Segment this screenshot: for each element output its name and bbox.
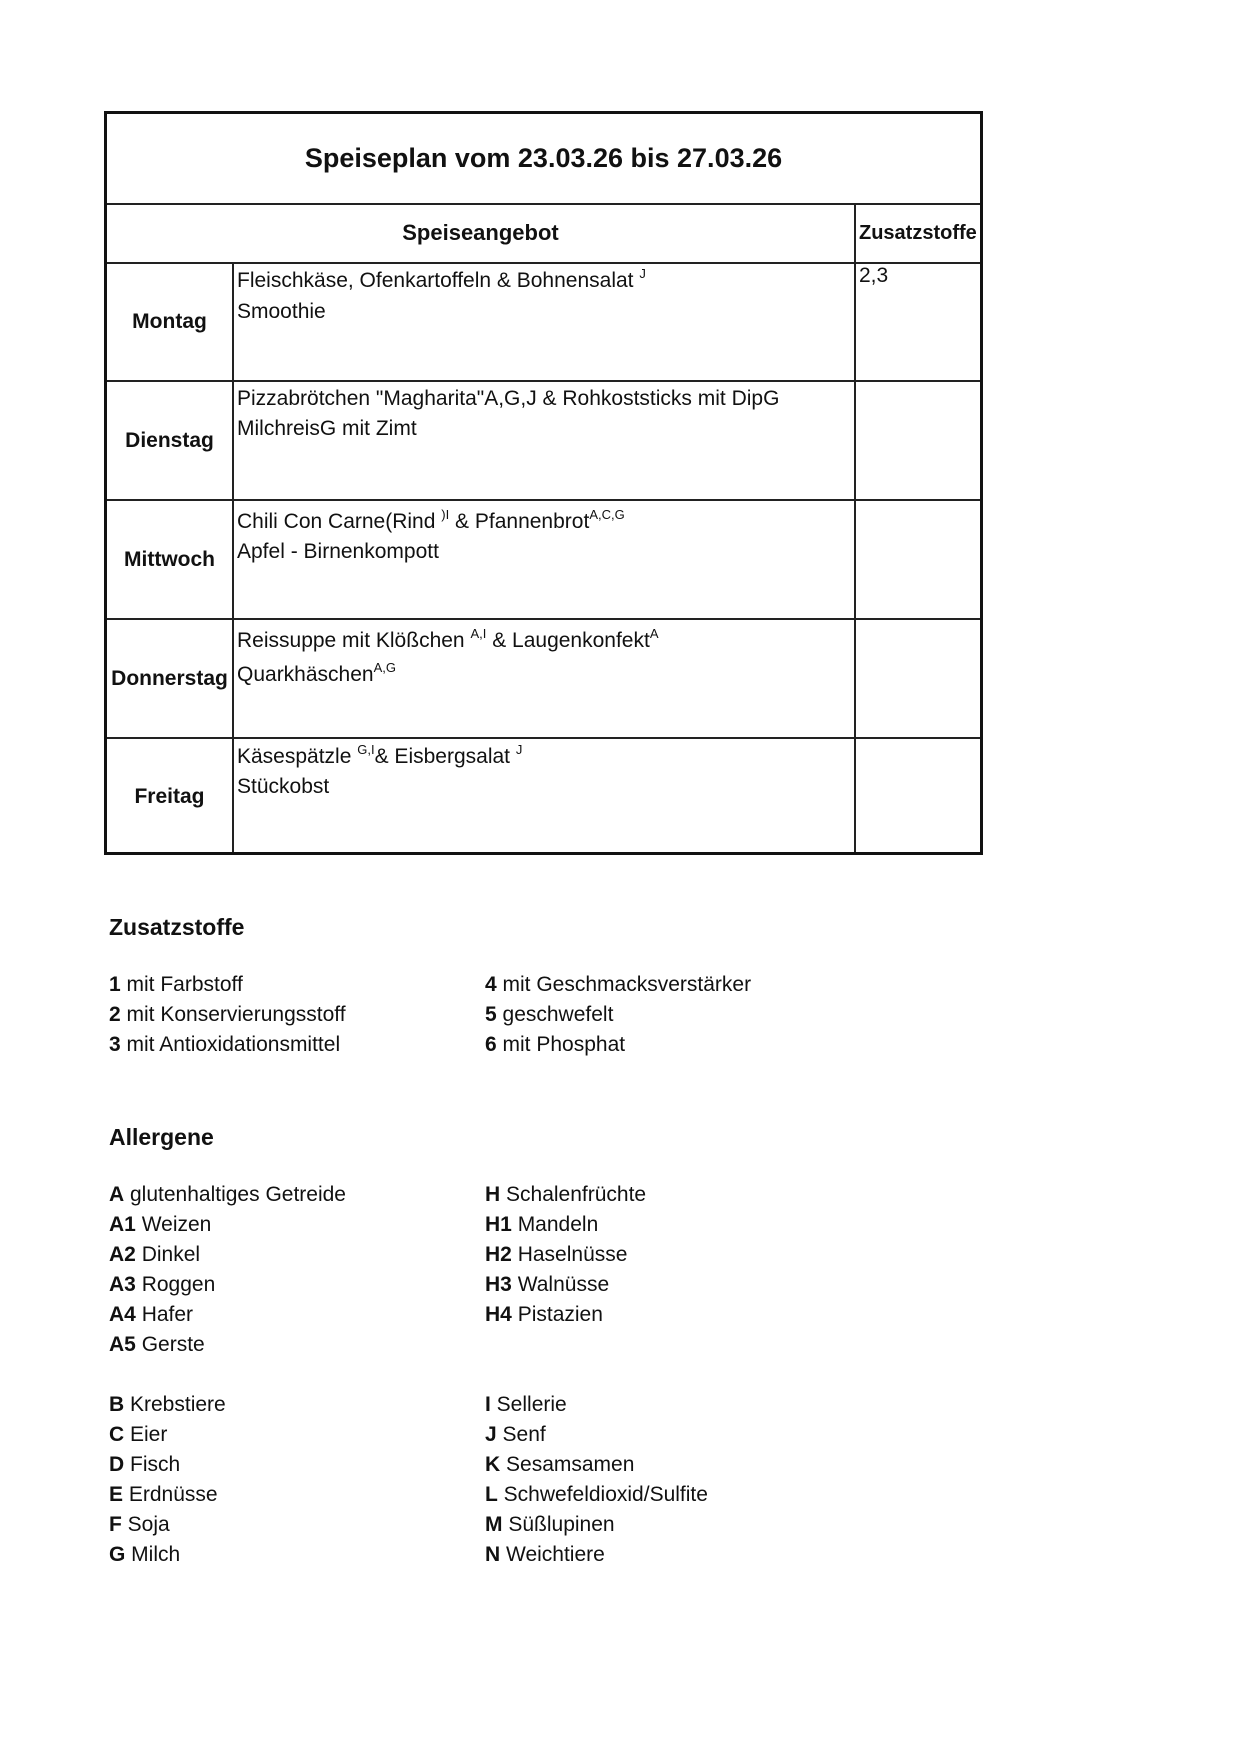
column-divider <box>854 203 856 852</box>
legend-code: A1 <box>109 1213 136 1236</box>
allergen-code: A,G <box>373 660 396 675</box>
additives-left <box>109 970 346 1060</box>
additives-value: 2,3 <box>859 264 889 287</box>
dish-line: Stückobst <box>237 775 330 798</box>
menu-table <box>104 111 983 855</box>
day-monday: Montag <box>132 309 207 333</box>
day-thursday: Donnerstag <box>111 666 228 690</box>
legend-item <box>485 1180 708 1210</box>
legend-item <box>109 1540 346 1570</box>
legend-label: glutenhaltiges Getreide <box>124 1183 346 1206</box>
dish-line: Smoothie <box>237 300 326 323</box>
legend-label: Mandeln <box>511 1213 599 1236</box>
legend-code: A2 <box>109 1243 136 1266</box>
legend-code: E <box>109 1483 124 1506</box>
dish-text: Reissuppe mit Klößchen <box>237 629 471 652</box>
legend-item <box>109 1390 346 1420</box>
legend-label: Fisch <box>124 1453 181 1476</box>
legend-label: Senf <box>496 1423 546 1446</box>
allergen-code: J <box>515 742 523 757</box>
legend-code: C <box>109 1423 125 1446</box>
legend-item <box>485 970 751 1000</box>
divider <box>107 262 980 264</box>
legend-code: B <box>109 1393 125 1416</box>
day-tuesday: Dienstag <box>125 428 214 452</box>
divider <box>107 380 980 382</box>
legend-label: mit Geschmacksverstärker <box>496 973 752 996</box>
allergens-left <box>109 1180 346 1570</box>
legend-label: Hafer <box>135 1303 194 1326</box>
legend-item <box>485 1420 708 1450</box>
legend-label: Süßlupinen <box>502 1513 615 1536</box>
spacer <box>485 1360 708 1390</box>
legend-label: Weichtiere <box>500 1543 605 1566</box>
legend-item <box>109 1510 346 1540</box>
legend-item <box>485 1450 708 1480</box>
legend-label: Gerste <box>135 1333 205 1356</box>
dish-line: MilchreisG mit Zimt <box>237 417 417 440</box>
legend-code: H3 <box>485 1273 512 1296</box>
legend-code: A4 <box>109 1303 136 1326</box>
legend-label: mit Konservierungsstoff <box>120 1003 346 1026</box>
legend-code: 5 <box>485 1003 497 1026</box>
legend-item <box>109 1270 346 1300</box>
column-divider <box>232 263 234 852</box>
legend-code: 3 <box>109 1033 121 1056</box>
legend-item <box>485 1510 708 1540</box>
legend-label: Soja <box>121 1513 170 1536</box>
legend-code: L <box>485 1483 498 1506</box>
legend-code: 2 <box>109 1003 121 1026</box>
legend-label: Milch <box>125 1543 181 1566</box>
dish-line <box>237 266 646 296</box>
spacer <box>485 1330 708 1360</box>
legend-item <box>109 1420 346 1450</box>
allergen-code: A,C,G <box>589 507 625 522</box>
legend-label: geschwefelt <box>496 1003 614 1026</box>
header-offer: Speiseangebot <box>402 220 559 245</box>
legend-item <box>485 1300 708 1330</box>
legend-code: M <box>485 1513 503 1536</box>
day-friday: Freitag <box>134 785 205 808</box>
day-wednesday: Mittwoch <box>124 547 215 571</box>
dish-text: Quarkhäschen <box>237 663 374 686</box>
legend-item <box>485 1240 708 1270</box>
legend-label: Sesamsamen <box>500 1453 635 1476</box>
dish-line <box>237 507 625 537</box>
divider <box>107 737 980 739</box>
dish-text: Käsespätzle <box>237 745 358 768</box>
legend-code: K <box>485 1453 501 1476</box>
legend-label: Schwefeldioxid/Sulfite <box>497 1483 708 1506</box>
legend-item <box>109 1180 346 1210</box>
legend-item <box>485 1210 708 1240</box>
allergens-right <box>485 1180 708 1570</box>
legend-item <box>109 1450 346 1480</box>
legend-code: A <box>109 1183 125 1206</box>
allergen-code: )I <box>441 507 450 522</box>
dish-text: & Eisbergsalat <box>374 745 516 768</box>
legend-label: Erdnüsse <box>123 1483 218 1506</box>
allergen-code: G,I <box>357 742 375 757</box>
divider <box>107 618 980 620</box>
legend-label: Eier <box>124 1423 168 1446</box>
legend-item <box>109 1030 346 1060</box>
legend-item <box>109 1240 346 1270</box>
legend-item <box>109 1000 346 1030</box>
legend-label: mit Phosphat <box>496 1033 626 1056</box>
legend-item <box>485 1270 708 1300</box>
legend-code: A5 <box>109 1333 136 1356</box>
legend-label: Krebstiere <box>124 1393 226 1416</box>
legend-label: mit Antioxidationsmittel <box>120 1033 341 1056</box>
legend-code: F <box>109 1513 122 1536</box>
legend-code: 4 <box>485 973 497 996</box>
legend-item <box>485 1000 751 1030</box>
allergen-code: J <box>639 266 646 281</box>
allergen-code: A,I <box>470 626 487 641</box>
legend-code: 1 <box>109 973 121 996</box>
legend-label: Haselnüsse <box>511 1243 628 1266</box>
menu-title: Speiseplan vom 23.03.26 bis 27.03.26 <box>304 143 783 173</box>
legend-code: J <box>485 1423 497 1446</box>
legend-code: H4 <box>485 1303 512 1326</box>
legend-label: Weizen <box>135 1213 212 1236</box>
dish-line <box>237 626 659 656</box>
legend-label: Sellerie <box>490 1393 567 1416</box>
dish-text: & Laugenkonfekt <box>486 629 650 652</box>
legend-code: G <box>109 1543 126 1566</box>
dish-line: Apfel - Birnenkompott <box>237 540 439 563</box>
legend-item <box>109 1480 346 1510</box>
legend-item <box>485 1540 708 1570</box>
additives-title: Zusatzstoffe <box>109 914 245 940</box>
legend-code: H <box>485 1183 501 1206</box>
legend-item <box>109 1300 346 1330</box>
legend-label: Schalenfrüchte <box>500 1183 647 1206</box>
legend-label: Roggen <box>135 1273 216 1296</box>
legend-label: mit Farbstoff <box>120 973 243 996</box>
legend-item <box>109 970 346 1000</box>
legend-label: Walnüsse <box>511 1273 610 1296</box>
legend-code: 6 <box>485 1033 497 1056</box>
dish-text: Fleischkäse, Ofenkartoffeln & Bohnensalat <box>237 269 640 292</box>
header-additives: Zusatzstoffe <box>859 221 977 244</box>
legend-label: Pistazien <box>511 1303 603 1326</box>
spacer <box>109 1360 346 1390</box>
legend-code: H1 <box>485 1213 512 1236</box>
dish-line <box>237 660 396 690</box>
legend-item <box>485 1480 708 1510</box>
legend-code: H2 <box>485 1243 512 1266</box>
legend-code: I <box>485 1393 491 1416</box>
allergen-code: A <box>649 626 659 641</box>
legend-item <box>109 1210 346 1240</box>
legend-code: A3 <box>109 1273 136 1296</box>
dish-line <box>237 742 522 772</box>
divider <box>107 499 980 501</box>
dish-text: & Pfannenbrot <box>449 510 590 533</box>
legend-item <box>109 1330 346 1360</box>
legend-label: Dinkel <box>135 1243 201 1266</box>
legend-code: D <box>109 1453 125 1476</box>
allergens-title: Allergene <box>109 1124 214 1150</box>
dish-line: Pizzabrötchen "Magharita"A,G,J & Rohkoststicks mit DipG <box>237 387 780 410</box>
legend-item <box>485 1030 751 1060</box>
dish-text: Chili Con Carne(Rind <box>237 510 442 533</box>
legend-item <box>485 1390 708 1420</box>
legend-code: N <box>485 1543 501 1566</box>
additives-right <box>485 970 751 1060</box>
